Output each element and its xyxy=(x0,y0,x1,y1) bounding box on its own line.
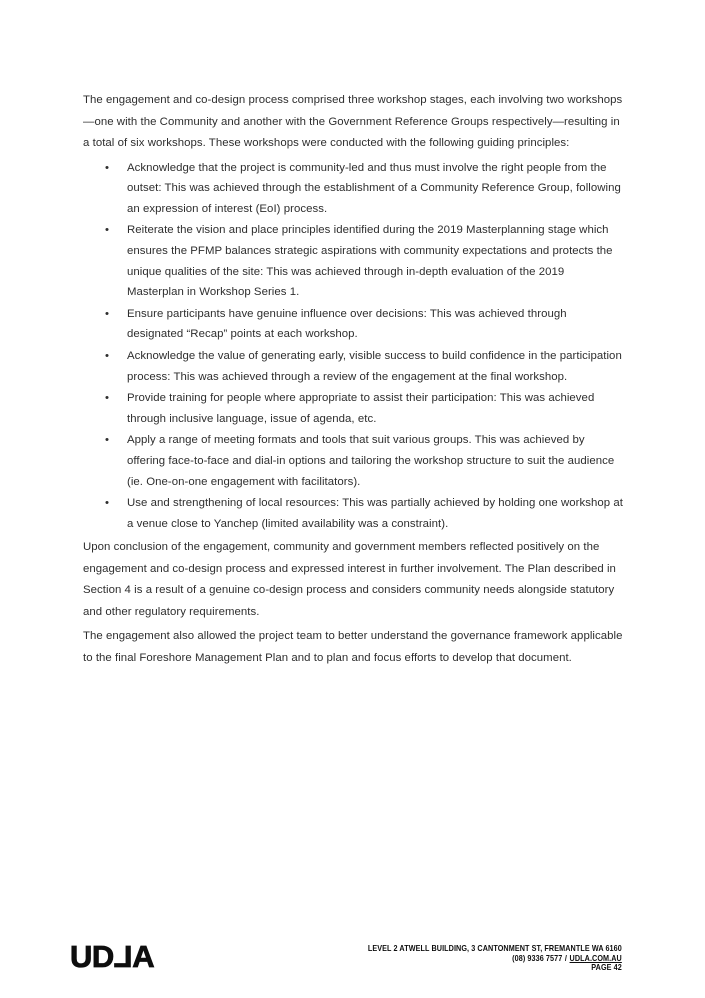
page-body xyxy=(83,90,624,672)
intro-paragraph: The engagement and co-design process comprised three workshop stages, each involving two workshops—one with the Community and another with the Government Reference Groups respectively—resulting in a total of six workshops. These workshops were conducted with the following guiding principles: xyxy=(83,94,623,150)
principle-item-4: • Acknowledge the value of generating early, visible success to build confidence in the participation process: This was achieved through a review of the engagement at the final workshop. xyxy=(83,346,624,387)
principle-item-1: • Acknowledge that the project is community-led and thus must involve the right people from the outset: This was achieved through the establishment of a Community Reference Group, following an expression of interest (EoI) process. xyxy=(83,158,624,220)
logo-letter-a: A xyxy=(132,939,155,974)
governance-paragraph: The engagement also allowed the project team to better understand the governance framework applicable to the final Foreshore Management Plan and to plan and focus efforts to develop that document. xyxy=(83,630,623,664)
page-number: PAGE 42 xyxy=(591,962,622,973)
footer-contact-block xyxy=(368,944,622,973)
udla-logo xyxy=(70,941,154,972)
footer-phone-line xyxy=(368,954,622,964)
footer-address: LEVEL 2 ATWELL BUILDING, 3 CANTONMENT ST, FREMANTLE WA 6160 xyxy=(367,943,622,954)
footer-separator: / xyxy=(565,952,568,963)
footer-website-link[interactable]: UDLA.COM.AU xyxy=(569,952,622,963)
logo-letter-l-mirrored: L xyxy=(113,939,133,974)
page-footer xyxy=(0,928,705,998)
principle-item-3: • Ensure participants have genuine influence over decisions: This was achieved through designated “Recap” points at each workshop. xyxy=(83,304,624,345)
footer-phone: (08) 9336 7577 xyxy=(512,952,563,963)
principle-item-5: • Provide training for people where appropriate to assist their participation: This was achieved through inclusive language, issue of agenda, etc. xyxy=(83,388,624,429)
principle-item-2: • Reiterate the vision and place principles identified during the 2019 Masterplanning stage which ensures the PFMP balances strategic aspirations with community expectations and protects the unique qualities of the site: This was achieved through in-depth evaluation of the 2019 Masterplan in Workshop Series 1. xyxy=(83,220,624,302)
logo-letters-ud: UD xyxy=(70,939,114,974)
principle-item-6: • Apply a range of meeting formats and tools that suit various groups. This was achieved by offering face-to-face and dial-in options and tailoring the workshop structure to suit the audience (ie. One-on-one engagement with facilitators). xyxy=(83,430,624,492)
guiding-principles-list xyxy=(83,158,624,535)
principle-item-7: • Use and strengthening of local resources: This was partially achieved by holding one workshop at a venue close to Yanchep (limited availability was a constraint). xyxy=(83,493,624,534)
conclusion-paragraph: Upon conclusion of the engagement, community and government members reflected positively on the engagement and co-design process and expressed interest in further involvement. The Plan described in Section 4 is a result of a genuine co-design process and considers community needs alongside statutory and other regulatory requirements. xyxy=(83,540,616,618)
